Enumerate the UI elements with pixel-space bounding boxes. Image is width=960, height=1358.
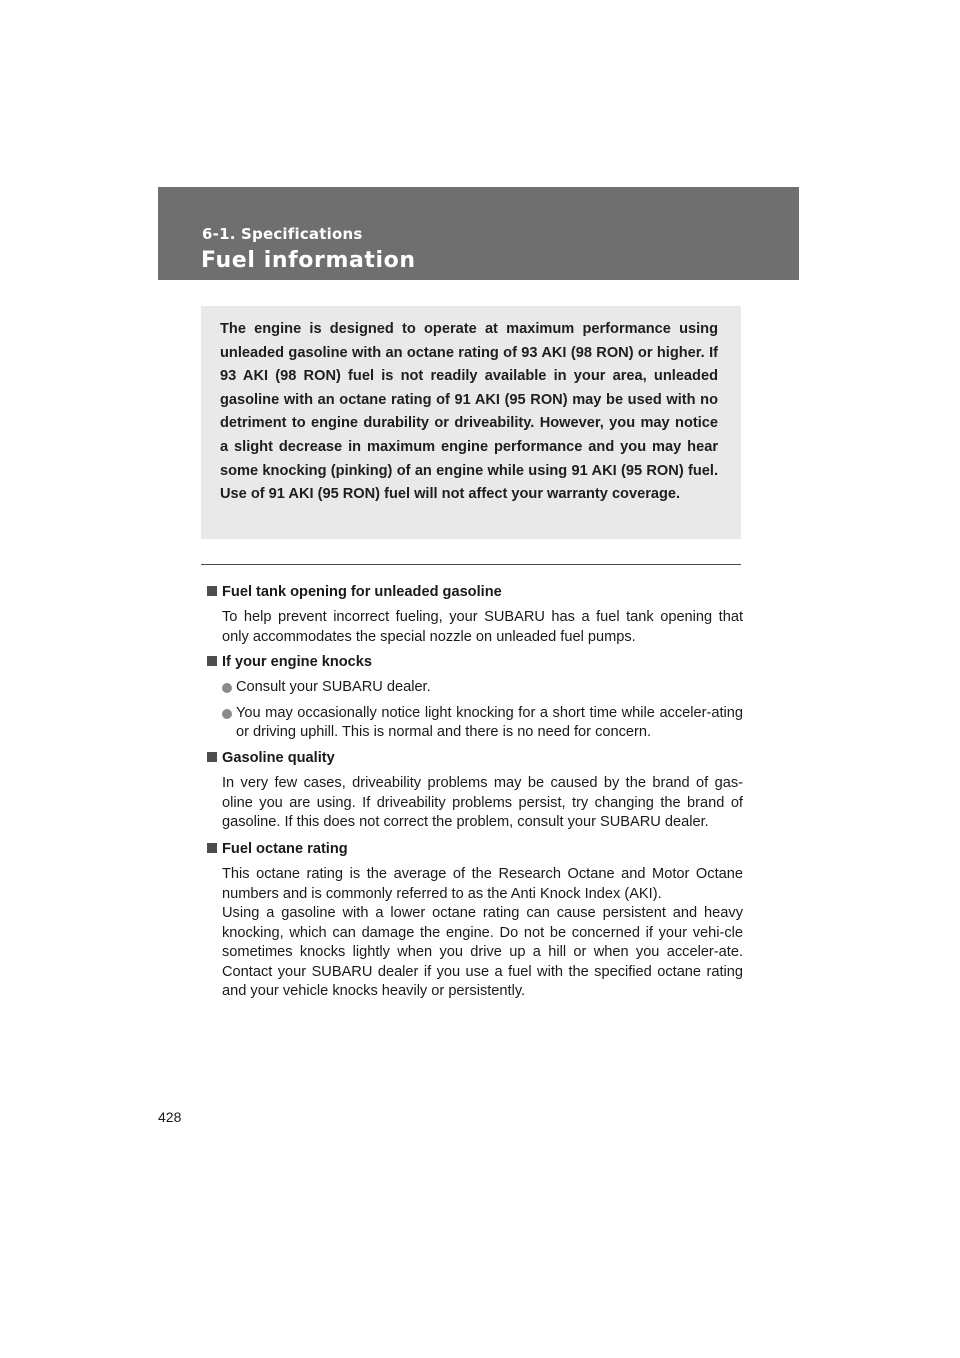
list-item: [222, 678, 743, 698]
square-bullet-icon: [207, 656, 217, 666]
list-item-text: Consult your SUBARU dealer.: [236, 679, 431, 695]
page-number: 428: [158, 1109, 182, 1125]
section-heading: [207, 840, 743, 859]
section-body: In very few cases, driveability problems may be caused by the brand of gas-oline you are using. If driveability problems persist, try changing the brand of gasoline. If this does not correct the problem, consult your SUBARU dealer.: [222, 775, 743, 830]
section-body: This octane rating is the average of the Research Octane and Motor Octane numbers and is commonly referred to as the Anti Knock Index (AKI).: [222, 866, 743, 902]
section-body: To help prevent incorrect fueling, your SUBARU has a fuel tank opening that only accommodates the special nozzle on unleaded fuel pumps.: [222, 609, 743, 645]
list-item: [222, 704, 743, 743]
section-octane-rating: [207, 840, 743, 1002]
square-bullet-icon: [207, 586, 217, 596]
list-item-text: You may occasionally notice light knocking for a short time while acceler-ating or driving uphill. This is normal and there is no need for concern.: [236, 704, 743, 740]
intro-text: The engine is designed to operate at maximum performance using unleaded gasoline with an octane rating of 93 AKI (98 RON) or higher. If 93 AKI (98 RON) fuel is not readily available in your area, unleaded gasoline with an octane rating of 91 AKI (95 RON) may be used with no detriment to engine durability or driveability. However, you may notice a slight decrease in maximum engine performance and you may hear some knocking (pinking) of an engine while using 91 AKI (95 RON) fuel. Use of 91 AKI (95 RON) fuel will not affect your warranty coverage.: [220, 321, 718, 503]
heading-text: If your engine knocks: [222, 654, 373, 670]
section-gasoline-quality: [207, 749, 743, 833]
section-heading: [207, 749, 743, 768]
circle-bullet-icon: [222, 683, 232, 693]
section-heading: [207, 583, 743, 602]
circle-bullet-icon: [222, 709, 232, 719]
section-label: 6-1. Specifications: [202, 225, 363, 243]
section-engine-knocks: [207, 653, 743, 743]
heading-text: Fuel octane rating: [222, 841, 348, 857]
heading-text: Gasoline quality: [222, 750, 335, 766]
page-title: Fuel information: [201, 248, 416, 273]
heading-text: Fuel tank opening for unleaded gasoline: [222, 584, 502, 600]
square-bullet-icon: [207, 752, 217, 762]
section-fuel-tank: [207, 583, 743, 647]
divider: [201, 564, 741, 565]
square-bullet-icon: [207, 843, 217, 853]
section-body: Using a gasoline with a lower octane rating can cause persistent and heavy knocking, which can damage the engine. Do not be concerned if your vehi-cle sometimes knocks lightly when you drive up a hill or when you acceler-ate. Contact your SUBARU dealer if you use a fuel with the specified octane rating and your vehicle knocks heavily or persistently.: [222, 905, 743, 999]
section-heading: [207, 653, 743, 672]
